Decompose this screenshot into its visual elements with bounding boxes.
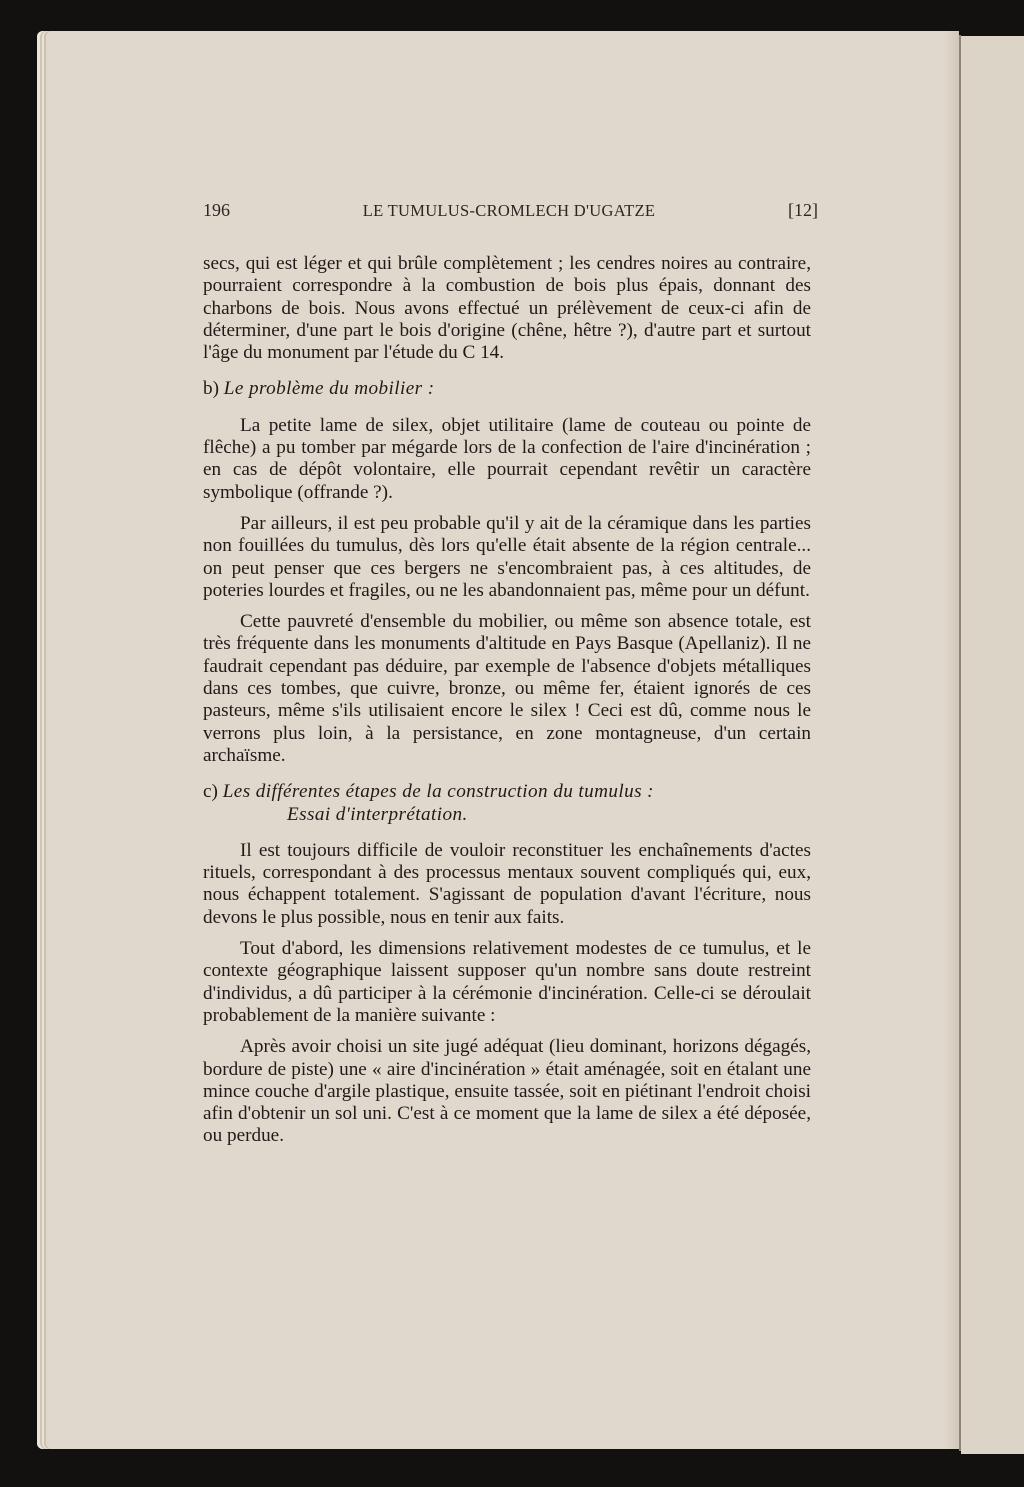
paragraph: La petite lame de silex, objet utilitaire (lame de couteau ou pointe de flêche) a pu tomber par mégarde lors de la confection de l'aire d'incinération ; en cas de dépôt volontaire, elle pourrait cependant revêtir un caractère symbolique (offrande ?).: [203, 414, 811, 503]
paragraph: Tout d'abord, les dimensions relativement modestes de ce tumulus, et le contexte géographique laissent supposer qu'un nombre sans doute restreint d'individus, a dû participer à la cérémonie d'incinération. Celle-ci se déroulait probablement de la manière suivante :: [203, 938, 811, 1026]
section-heading-b: [203, 378, 811, 400]
facing-page-edge: [961, 36, 1024, 1454]
section-reference: [12]: [787, 200, 818, 220]
section-title: Les différentes étapes de la construction du tumulus :: [222, 781, 654, 803]
paragraph: Cette pauvreté d'ensemble du mobilier, ou même son absence totale, est très fréquente dans les monuments d'altitude en Pays Basque (Apellaniz). Il ne faudrait cependant pas déduire, par exemple de l'absence d'objets métalliques dans ces tombes, que cuivre, bronze, ou même fer, étaient ignorés de ces pasteurs, même s'ils utilisaient encore le silex ! Ceci est dû, comme nous le verrons plus loin, à la persistance, en zone montagneuse, d'un certain archaïsme.: [203, 611, 811, 766]
section-heading-c: [203, 781, 811, 826]
page-number: 196: [203, 200, 230, 220]
section-marker: b): [203, 378, 219, 400]
paragraph: Il est toujours difficile de vouloir reconstituer les enchaînements d'actes rituels, correspondant à des processus mentaux souvent compliqués qui, eux, nous échappent totalement. S'agissant de population d'avant l'écriture, nous devons le plus possible, nous en tenir aux faits.: [203, 839, 811, 928]
section-title: Le problème du mobilier :: [223, 378, 435, 400]
section-subtitle: Essai d'interprétation.: [287, 803, 468, 825]
paragraph: Après avoir choisi un site jugé adéquat (lieu dominant, horizons dégagés, bordure de piste) une « aire d'incinération » était aménagée, soit en étalant une mince couche d'argile plastique, ensuite tassée, soit en piétinant l'endroit choisi afin d'obtenir un sol uni. C'est à ce moment que la lame de silex a été déposée, ou perdue.: [203, 1036, 811, 1147]
running-title: LE TUMULUS-CROMLECH D'UGATZE: [362, 201, 656, 220]
page-body: [203, 253, 811, 1148]
paragraph: secs, qui est léger et qui brûle complètement ; les cendres noires au contraire, pourraient correspondre à la combustion de bois plus épais, donnant des charbons de bois. Nous avons effectué un prélèvement de ceux-ci afin de déterminer, d'une part le bois d'origine (chêne, hêtre ?), d'autre part et surtout l'âge du monument par l'étude du C 14.: [203, 253, 811, 364]
running-header: [203, 200, 818, 221]
paragraph: Par ailleurs, il est peu probable qu'il y ait de la céramique dans les parties non fouillées du tumulus, dès lors qu'elle était absente de la région centrale... on peut penser que ces bergers ne s'encombraient pas, à ces altitudes, de poteries lourdes et fragiles, ou ne les abandonnaient pas, même pour un défunt.: [203, 512, 811, 601]
section-marker: c): [203, 781, 218, 803]
